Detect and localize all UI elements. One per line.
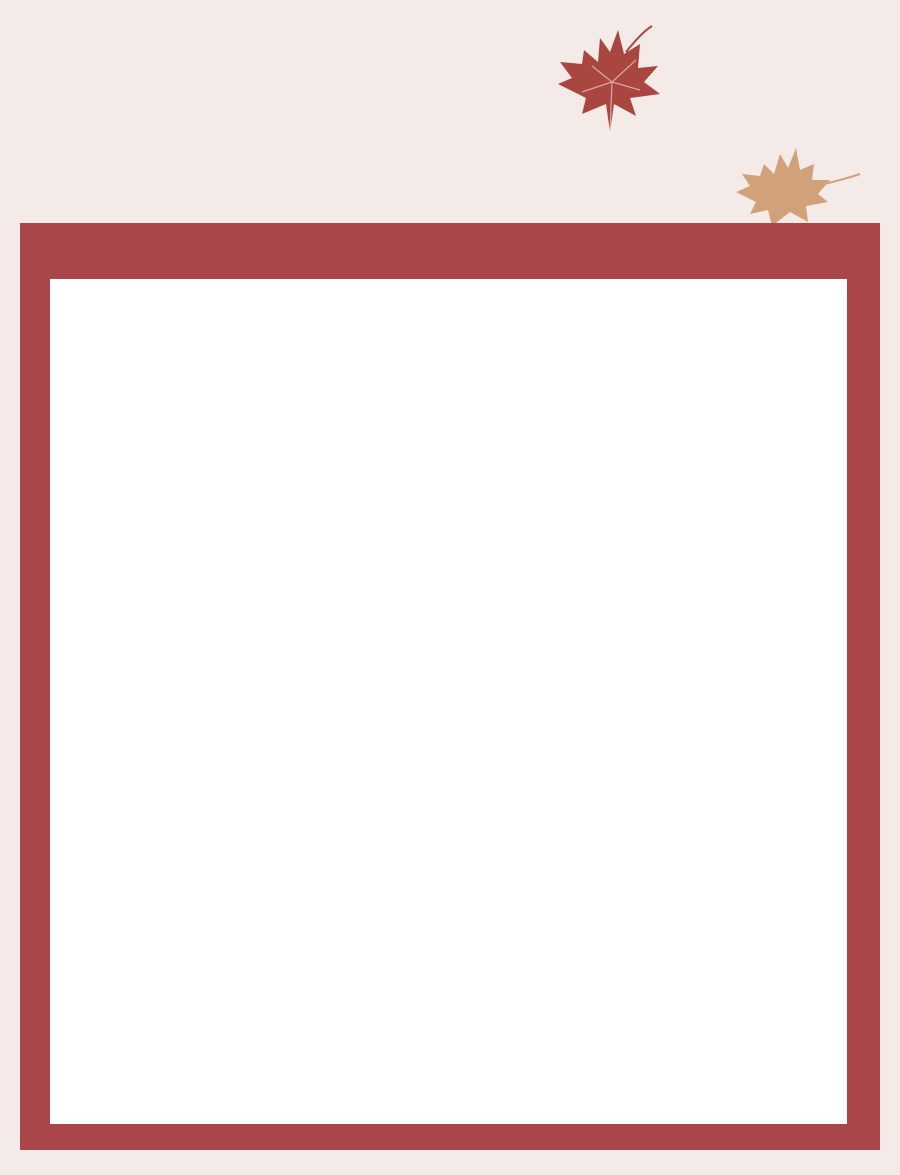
calendar xyxy=(50,279,847,1124)
maple-leaf-tan-icon xyxy=(732,140,862,226)
maple-leaf-red-icon xyxy=(552,22,664,136)
